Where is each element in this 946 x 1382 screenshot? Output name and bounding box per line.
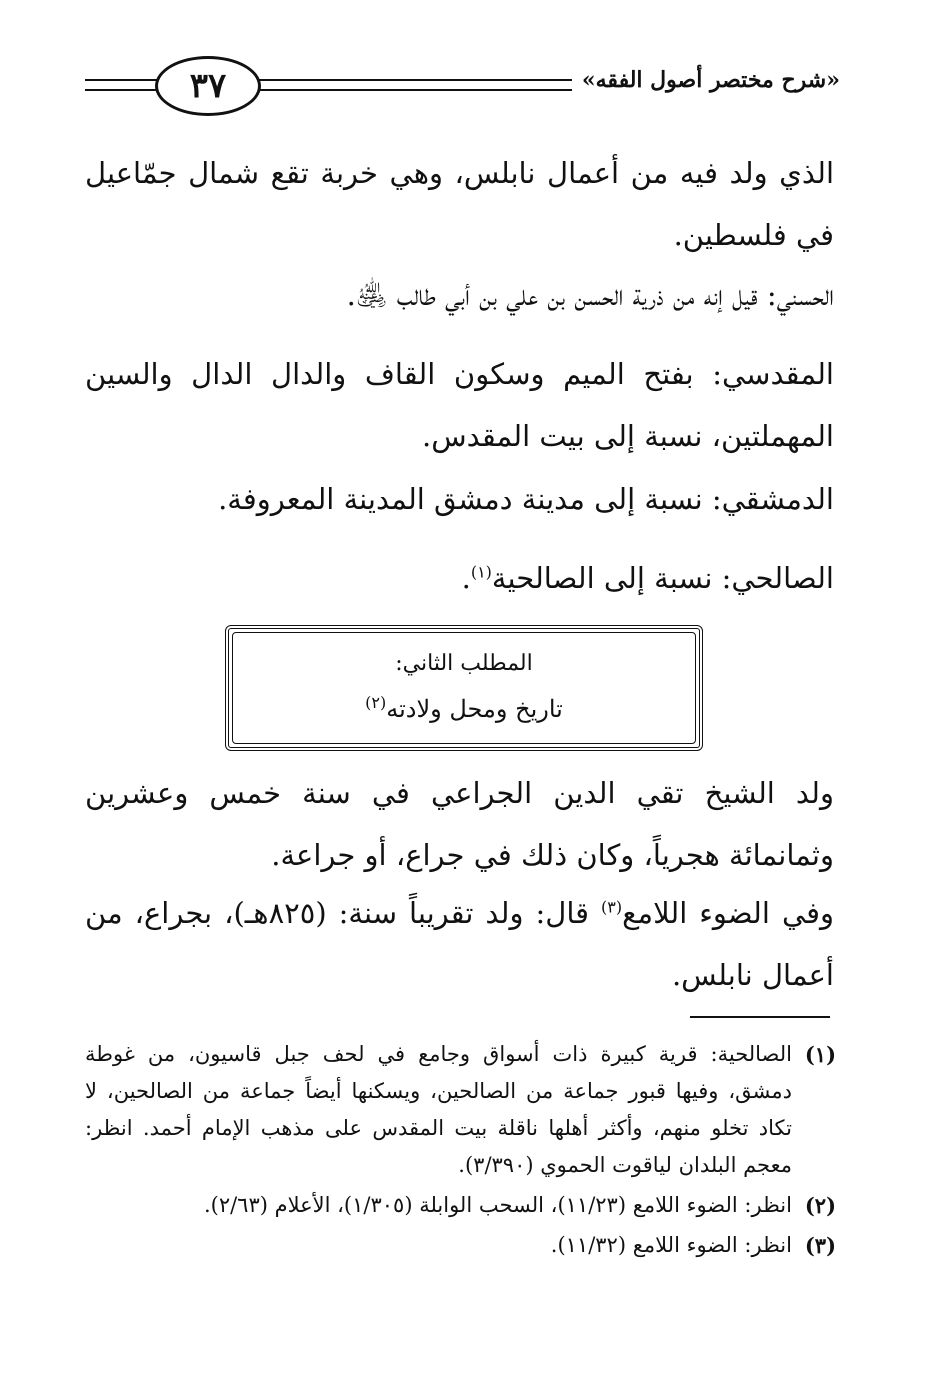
paragraph-text: ولد الشيخ تقي الدين الجراعي في سنة خمس وعشرين وثمانمائة هجرياً، وكان ذلك في جراع، أو جراعة. <box>85 776 834 872</box>
footnote-ref-3[interactable]: (٣) <box>601 897 623 917</box>
paragraph-text: الذي ولد فيه من أعمال نابلس، وهي خربة تقع شمال جمّاعيل في فلسطين. <box>85 156 834 252</box>
footnote-number: (١) <box>804 1042 836 1067</box>
footnote-number: (٢) <box>804 1193 836 1218</box>
paragraph-text: الدمشقي: نسبة إلى مدينة دمشق المدينة المعروفة. <box>218 482 834 516</box>
page-number: ٣٧ <box>155 56 261 116</box>
paragraph-maqdisi <box>85 343 834 467</box>
section-subtitle <box>229 693 699 725</box>
page-header <box>85 52 840 112</box>
paragraph-end: . <box>461 561 471 595</box>
paragraph-birth-year <box>85 762 834 886</box>
section-title: المطلب الثاني: <box>395 651 533 676</box>
footnote-2 <box>85 1187 836 1224</box>
section-subtitle-text: تاريخ ومحل ولادته <box>386 695 563 723</box>
running-title: «شرح مختصر أصول الفقه» <box>572 66 840 95</box>
footnote-ref-2[interactable]: (٢) <box>365 693 387 712</box>
paragraph-hasani <box>347 264 834 326</box>
footnotes <box>85 1036 836 1267</box>
footnote-1 <box>85 1036 836 1184</box>
paragraph-text-before-ref: وفي الضوء اللامع <box>622 896 834 930</box>
paragraph-text: المقدسي: بفتح الميم وسكون القاف والدال الدال والسين المهملتين، نسبة إلى بيت المقدس. <box>85 357 834 453</box>
paragraph-text: قال: ولد تقريباً سنة: (٨٢٥هـ)، بجراع، من أعمال نابلس. <box>85 896 834 992</box>
paragraph-daw-lami <box>85 882 834 1006</box>
footnote-text: انظر: الضوء اللامع (١١/٣٢). <box>550 1233 792 1257</box>
footnote-3 <box>85 1227 836 1264</box>
footnote-ref-1[interactable]: (١) <box>470 562 492 582</box>
section-heading-box <box>225 625 703 751</box>
paragraph-dimashqi <box>218 468 834 530</box>
paragraph-text: الحسني: قيل إنه من ذرية الحسن بن علي بن أبي طالب ﵁. <box>346 278 834 312</box>
footnote-text: انظر: الضوء اللامع (١١/٢٣)، السحب الوابلة (١/٣٠٥)، الأعلام (٢/٦٣). <box>203 1193 792 1217</box>
paragraph-text: الصالحي: نسبة إلى الصالحية <box>491 561 834 595</box>
footnote-number: (٣) <box>804 1233 836 1258</box>
paragraph-salihi <box>462 547 834 609</box>
footnote-text: الصالحية: قرية كبيرة ذات أسواق وجامع في لحف جبل قاسيون، من غوطة دمشق، وفيها قبور جماعة من الصالحين، ويسكنها أيضاً جماعة من الصالحين، لا تكاد تخلو منهم، وأكثر أهلها ناقلة بيت المقدس على مذهب الإمام أحمد. انظر: معجم البلدان لياقوت الحموي (٣/٣٩٠). <box>85 1042 792 1177</box>
paragraph-birthplace <box>85 142 834 266</box>
footnote-separator <box>690 1016 830 1018</box>
